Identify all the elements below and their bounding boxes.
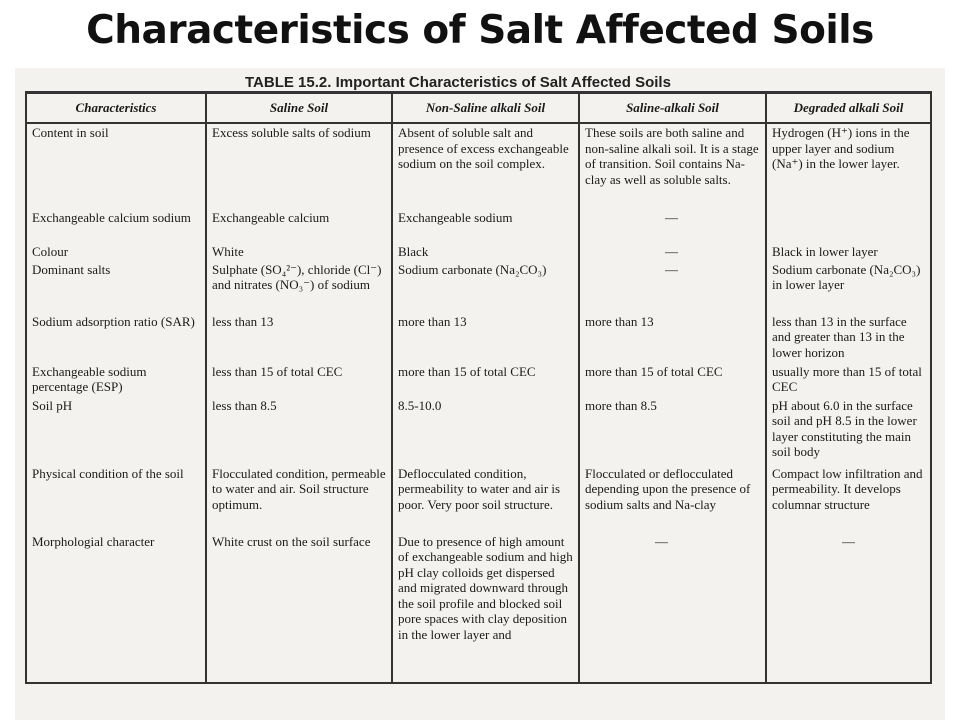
cell-saline-alkali	[579, 533, 766, 683]
cell-saline: Flocculated condition, permeable to water and air. Soil structure optimum.	[206, 465, 392, 533]
cell-saline: Sulphate (SO₄²⁻), chloride (Cl⁻) and nitrates (NO₃⁻) of sodium	[206, 261, 392, 313]
header-saline-alkali-soil: Saline-alkali Soil	[579, 92, 766, 123]
cell-characteristic: Content in soil	[26, 123, 206, 209]
cell-non-saline-alkali: more than 13	[392, 313, 579, 363]
cell-characteristic: Dominant salts	[26, 261, 206, 313]
cell-non-saline-alkali: Exchangeable sodium	[392, 209, 579, 243]
header-saline-soil: Saline Soil	[206, 92, 392, 123]
cell-degraded-alkali: Sodium carbonate (Na₂CO₃) in lower layer	[766, 261, 931, 313]
cell-degraded-alkali: Black in lower layer	[766, 243, 931, 261]
cell-saline: Exchangeable calcium	[206, 209, 392, 243]
characteristics-table	[25, 91, 932, 684]
table-header-row	[26, 92, 931, 123]
cell-non-saline-alkali: Deflocculated condition, permeability to water and air is poor. Very poor soil structure.	[392, 465, 579, 533]
cell-degraded-alkali	[766, 209, 931, 243]
cell-non-saline-alkali: Black	[392, 243, 579, 261]
cell-degraded-alkali: Hydrogen (H⁺) ions in the upper layer and sodium (Na⁺) in the lower layer.	[766, 123, 931, 209]
dash-mark: —	[842, 533, 855, 549]
cell-characteristic: Exchangeable calcium sodium	[26, 209, 206, 243]
cell-characteristic: Colour	[26, 243, 206, 261]
cell-degraded-alkali: usually more than 15 of total CEC	[766, 363, 931, 397]
dash-mark: —	[665, 210, 678, 225]
cell-non-saline-alkali: more than 15 of total CEC	[392, 363, 579, 397]
cell-degraded-alkali: pH about 6.0 in the surface soil and pH 8.5 in the lower layer constituting the main soil body	[766, 397, 931, 465]
cell-saline: White	[206, 243, 392, 261]
cell-saline-alkali: These soils are both saline and non-saline alkali soil. It is a stage of transition. Soil contains Na-clay as well as soluble salts.	[579, 123, 766, 209]
cell-characteristic: Morphologial character	[26, 533, 206, 683]
cell-non-saline-alkali: Sodium carbonate (Na₂CO₃)	[392, 261, 579, 313]
table-row	[26, 123, 931, 209]
cell-saline: Excess soluble salts of sodium	[206, 123, 392, 209]
cell-saline: less than 15 of total CEC	[206, 363, 392, 397]
cell-characteristic: Soil pH	[26, 397, 206, 465]
table-row	[26, 243, 931, 261]
cell-non-saline-alkali: Due to presence of high amount of exchangeable sodium and high pH clay colloids get dispersed and migrated downward through the soil profile and blocked soil pore spaces with clay deposition in the lower layer and	[392, 533, 579, 683]
cell-saline: less than 8.5	[206, 397, 392, 465]
table-row	[26, 313, 931, 363]
cell-degraded-alkali: Compact low infiltration and permeability. It develops columnar structure	[766, 465, 931, 533]
table-row	[26, 533, 931, 683]
table-row	[26, 465, 931, 533]
table-row	[26, 363, 931, 397]
dash-mark: —	[665, 244, 678, 259]
table-row	[26, 209, 931, 243]
cell-saline-alkali: more than 15 of total CEC	[579, 363, 766, 397]
cell-characteristic: Exchangeable sodium percentage (ESP)	[26, 363, 206, 397]
table-row	[26, 261, 931, 313]
cell-saline-alkali: Flocculated or deflocculated depending upon the presence of sodium salts and Na-clay	[579, 465, 766, 533]
table-row	[26, 397, 931, 465]
cell-saline-alkali	[579, 209, 766, 243]
cell-saline-alkali: more than 13	[579, 313, 766, 363]
cell-saline-alkali	[579, 261, 766, 313]
dash-mark: —	[655, 533, 668, 549]
header-degraded-alkali-soil: Degraded alkali Soil	[766, 92, 931, 123]
cell-saline: White crust on the soil surface	[206, 533, 392, 683]
cell-characteristic: Sodium adsorption ratio (SAR)	[26, 313, 206, 363]
header-non-saline-alkali-soil: Non-Saline alkali Soil	[392, 92, 579, 123]
cell-non-saline-alkali: Absent of soluble salt and presence of excess exchangeable sodium on the soil complex.	[392, 123, 579, 209]
table-caption: TABLE 15.2. Important Characteristics of Salt Affected Soils	[245, 74, 671, 91]
cell-saline: less than 13	[206, 313, 392, 363]
cell-characteristic: Physical condition of the soil	[26, 465, 206, 533]
cell-degraded-alkali	[766, 533, 931, 683]
header-characteristics: Characteristics	[26, 92, 206, 123]
cell-non-saline-alkali: 8.5-10.0	[392, 397, 579, 465]
slide-title: Characteristics of Salt Affected Soils	[86, 8, 874, 53]
dash-mark: —	[665, 261, 678, 277]
cell-saline-alkali	[579, 243, 766, 261]
cell-degraded-alkali: less than 13 in the surface and greater than 13 in the lower horizon	[766, 313, 931, 363]
cell-saline-alkali: more than 8.5	[579, 397, 766, 465]
scanned-table-image	[15, 68, 945, 720]
